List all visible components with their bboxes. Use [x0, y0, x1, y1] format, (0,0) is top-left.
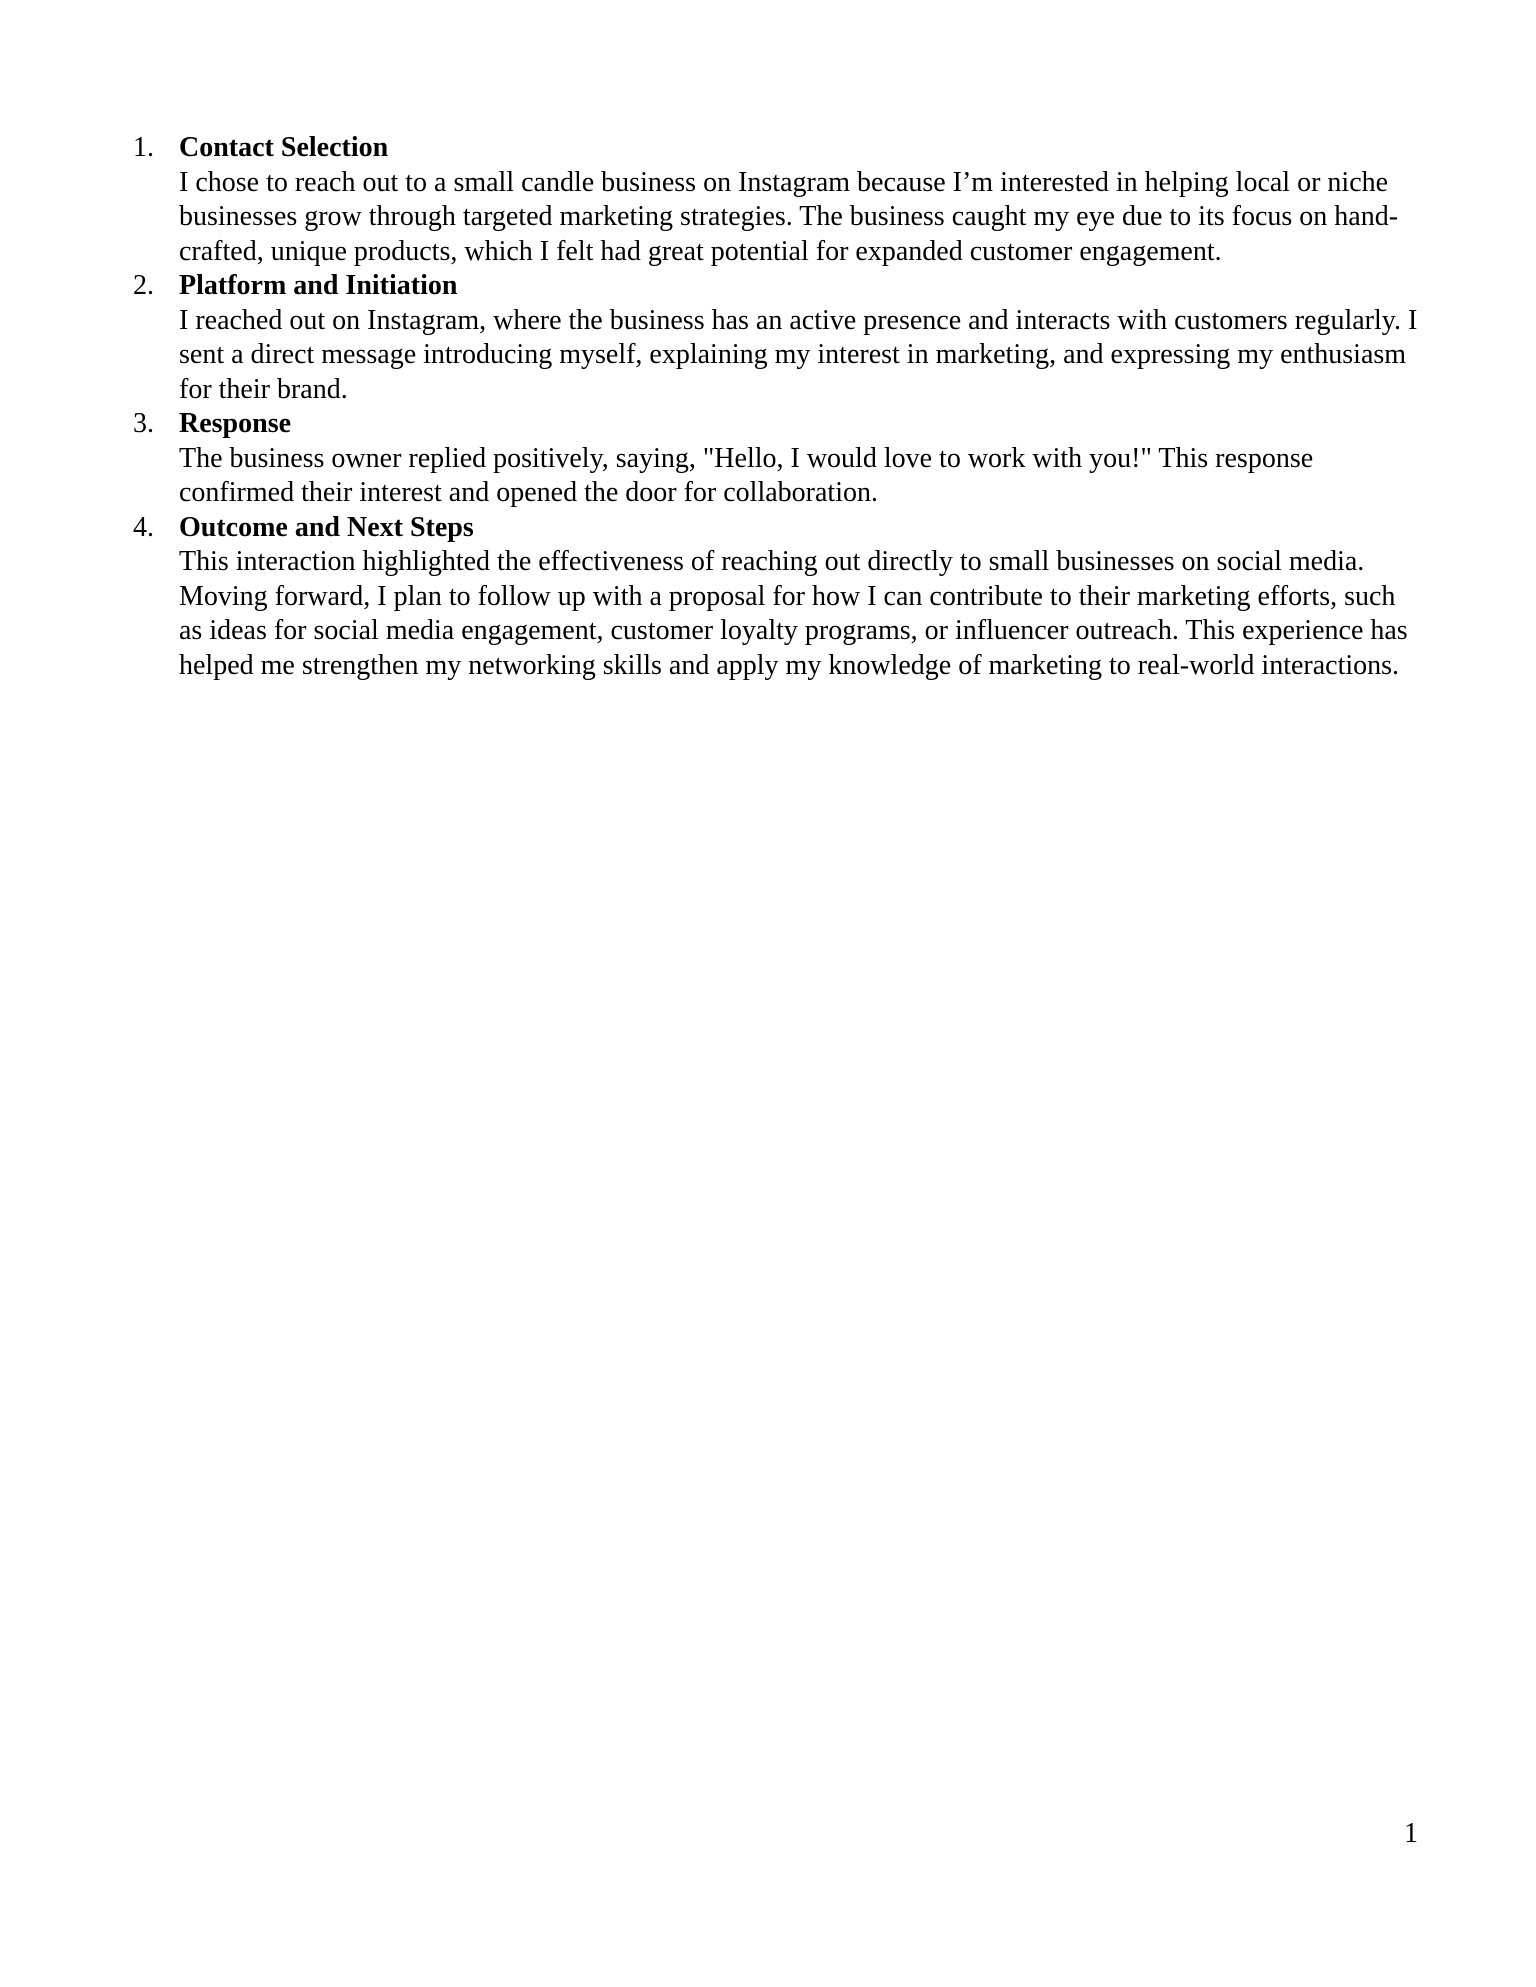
list-item-platform-and-initiation — [133, 269, 1423, 407]
list-item-body: The business owner replied positively, saying, "Hello, I would love to work with you!" This response confirmed their interest and opened the door for collaboration. — [179, 442, 1314, 508]
numbered-list — [133, 131, 1423, 683]
list-item-response — [133, 407, 1423, 511]
list-item-body: This interaction highlighted the effectiveness of reaching out directly to small businesses on social media. Moving forward, I plan to follow up with a proposal for how I can contribute to their marketing efforts, such as ideas for social media engagement, customer loyalty programs, or influencer outreach. This experience has helped me strengthen my networking skills and apply my knowledge of marketing to real-world interactions. — [179, 546, 1408, 681]
list-item-heading: Contact Selection — [179, 132, 389, 163]
list-item-number: 3. — [133, 408, 154, 439]
list-item-number: 1. — [133, 132, 154, 163]
list-item-heading: Platform and Initiation — [179, 270, 458, 301]
list-item-heading: Outcome and Next Steps — [179, 511, 474, 543]
list-item-outcome-and-next-steps — [133, 511, 1423, 684]
list-item-contact-selection — [133, 131, 1423, 269]
list-item-number: 4. — [133, 511, 154, 543]
list-item-body: I chose to reach out to a small candle business on Instagram because I’m interested in helping local or niche businesses grow through targeted marketing strategies. The business caught my eye due to its focus on hand-crafted, unique products, which I felt had great potential for expanded customer engagement. — [179, 166, 1399, 267]
list-item-body: I reached out on Instagram, where the business has an active presence and interacts with customers regularly. I sent a direct message introducing myself, explaining my interest in marketing, and expressing my enthusiasm for their brand. — [179, 304, 1418, 405]
list-item-number: 2. — [133, 270, 154, 301]
page-number: 1 — [1404, 1818, 1418, 1849]
list-item-heading: Response — [179, 408, 292, 439]
